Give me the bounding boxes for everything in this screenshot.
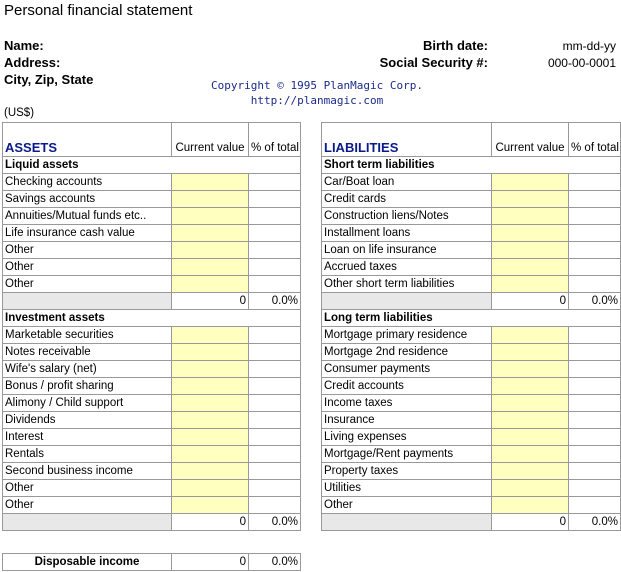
row-label: Installment loans xyxy=(322,225,492,242)
value-input[interactable] xyxy=(172,225,249,242)
value-input[interactable] xyxy=(492,225,569,242)
row-label: Other xyxy=(3,242,172,259)
value-input[interactable] xyxy=(172,395,249,412)
row-label: Utilities xyxy=(322,480,492,497)
pct-cell xyxy=(569,327,621,344)
row-label: Mortgage primary residence xyxy=(322,327,492,344)
table-row xyxy=(3,395,301,412)
row-label: Living expenses xyxy=(322,429,492,446)
value-input[interactable] xyxy=(492,191,569,208)
row-label: Construction liens/Notes xyxy=(322,208,492,225)
pct-cell xyxy=(249,361,301,378)
ssn-label: Social Security #: xyxy=(379,55,488,70)
section-title: Liquid assets xyxy=(3,157,301,174)
table-row xyxy=(3,259,301,276)
table-row xyxy=(3,412,301,429)
table-row xyxy=(3,429,301,446)
table-row xyxy=(3,208,301,225)
section-title: Short term liabilities xyxy=(322,157,621,174)
row-label: Loan on life insurance xyxy=(322,242,492,259)
table-row xyxy=(3,361,301,378)
ssn-value[interactable]: 000-00-0001 xyxy=(547,56,616,70)
value-input[interactable] xyxy=(492,480,569,497)
subtotal-row xyxy=(3,293,301,310)
pct-cell xyxy=(569,463,621,480)
value-input[interactable] xyxy=(492,259,569,276)
value-input[interactable] xyxy=(172,242,249,259)
website-link[interactable]: http://planmagic.com xyxy=(250,94,384,107)
value-input[interactable] xyxy=(492,378,569,395)
pct-cell xyxy=(249,429,301,446)
table-row xyxy=(3,344,301,361)
row-label: Accrued taxes xyxy=(322,259,492,276)
pct-cell xyxy=(569,174,621,191)
value-input[interactable] xyxy=(492,412,569,429)
copyright: Copyright © 1995 PlanMagic Corp. xyxy=(211,79,423,92)
table-row xyxy=(322,225,621,242)
table-row xyxy=(3,463,301,480)
pct-cell xyxy=(569,208,621,225)
subtotal-value: 0 xyxy=(492,293,569,310)
row-label: Mortgage/Rent payments xyxy=(322,446,492,463)
row-label: Dividends xyxy=(3,412,172,429)
pct-cell xyxy=(569,276,621,293)
value-input[interactable] xyxy=(492,174,569,191)
value-input[interactable] xyxy=(492,361,569,378)
pct-cell xyxy=(249,276,301,293)
row-label: Life insurance cash value xyxy=(3,225,172,242)
table-row xyxy=(322,480,621,497)
value-input[interactable] xyxy=(492,497,569,514)
value-input[interactable] xyxy=(492,276,569,293)
liabilities-table xyxy=(321,122,621,531)
table-row xyxy=(3,378,301,395)
subtotal-pct: 0.0% xyxy=(569,293,621,310)
value-input[interactable] xyxy=(172,259,249,276)
row-label: Other xyxy=(3,276,172,293)
value-input[interactable] xyxy=(492,446,569,463)
subtotal-pct: 0.0% xyxy=(249,514,301,531)
row-label: Credit cards xyxy=(322,191,492,208)
disposable-income-table xyxy=(2,553,301,571)
pct-cell xyxy=(249,480,301,497)
row-label: Other xyxy=(3,480,172,497)
subtotal-row xyxy=(322,293,621,310)
pct-cell xyxy=(249,412,301,429)
pct-cell xyxy=(249,497,301,514)
table-row xyxy=(322,242,621,259)
row-label: Other short term liabilities xyxy=(322,276,492,293)
disposable-income-pct: 0.0% xyxy=(249,554,301,571)
value-input[interactable] xyxy=(492,208,569,225)
table-row xyxy=(3,497,301,514)
pct-cell xyxy=(249,395,301,412)
table-row xyxy=(3,276,301,293)
pct-cell xyxy=(569,259,621,276)
page-title: Personal financial statement xyxy=(4,2,193,19)
row-label: Wife's salary (net) xyxy=(3,361,172,378)
pct-cell xyxy=(249,191,301,208)
value-input[interactable] xyxy=(492,463,569,480)
city-label: City, Zip, State xyxy=(4,72,94,87)
row-label: Other xyxy=(3,497,172,514)
value-input[interactable] xyxy=(492,242,569,259)
table-row xyxy=(322,395,621,412)
table-row xyxy=(322,446,621,463)
row-label: Interest xyxy=(3,429,172,446)
pct-cell xyxy=(249,344,301,361)
pct-cell xyxy=(569,446,621,463)
pct-cell xyxy=(569,191,621,208)
row-label: Rentals xyxy=(3,446,172,463)
pct-cell xyxy=(569,242,621,259)
pct-cell xyxy=(249,259,301,276)
pct-cell xyxy=(249,327,301,344)
section-title: Long term liabilities xyxy=(322,310,621,327)
value-input[interactable] xyxy=(172,429,249,446)
subtotal-value: 0 xyxy=(172,514,249,531)
table-row xyxy=(322,327,621,344)
table-row xyxy=(322,174,621,191)
value-input[interactable] xyxy=(172,463,249,480)
table-row xyxy=(322,191,621,208)
value-input[interactable] xyxy=(172,174,249,191)
value-input[interactable] xyxy=(172,276,249,293)
subtotal-label xyxy=(322,514,492,531)
row-label: Alimony / Child support xyxy=(3,395,172,412)
value-input[interactable] xyxy=(492,327,569,344)
row-label: Bonus / profit sharing xyxy=(3,378,172,395)
pct-cell xyxy=(249,463,301,480)
pct-cell xyxy=(569,497,621,514)
pct-cell xyxy=(249,208,301,225)
table-row xyxy=(322,361,621,378)
table-row xyxy=(322,344,621,361)
subtotal-pct: 0.0% xyxy=(569,514,621,531)
table-row xyxy=(322,276,621,293)
pct-total-header: % of total xyxy=(249,123,301,157)
pct-cell xyxy=(249,446,301,463)
liabilities-heading: LIABILITIES xyxy=(322,123,492,157)
pct-cell xyxy=(569,395,621,412)
value-input[interactable] xyxy=(172,327,249,344)
subtotal-label xyxy=(3,514,172,531)
value-input[interactable] xyxy=(172,344,249,361)
row-label: Savings accounts xyxy=(3,191,172,208)
current-value-header: Current value xyxy=(492,123,569,157)
row-label: Property taxes xyxy=(322,463,492,480)
row-label: Other xyxy=(3,259,172,276)
value-input[interactable] xyxy=(172,412,249,429)
table-row xyxy=(322,412,621,429)
current-value-header: Current value xyxy=(172,123,249,157)
subtotal-value: 0 xyxy=(172,293,249,310)
row-label: Consumer payments xyxy=(322,361,492,378)
name-label: Name: xyxy=(4,38,44,53)
value-input[interactable] xyxy=(492,344,569,361)
table-row xyxy=(322,259,621,276)
value-input[interactable] xyxy=(172,497,249,514)
disposable-income-value: 0 xyxy=(172,554,249,571)
value-input[interactable] xyxy=(172,480,249,497)
value-input[interactable] xyxy=(172,361,249,378)
address-label: Address: xyxy=(4,55,61,70)
table-row xyxy=(322,497,621,514)
subtotal-row xyxy=(3,514,301,531)
row-label: Income taxes xyxy=(322,395,492,412)
value-input[interactable] xyxy=(492,395,569,412)
row-label: Checking accounts xyxy=(3,174,172,191)
birth-date-value[interactable]: mm-dd-yy xyxy=(562,39,616,53)
subtotal-value: 0 xyxy=(492,514,569,531)
subtotal-pct: 0.0% xyxy=(249,293,301,310)
row-label: Notes receivable xyxy=(3,344,172,361)
row-label: Second business income xyxy=(3,463,172,480)
value-input[interactable] xyxy=(172,191,249,208)
table-row xyxy=(3,480,301,497)
currency-label: (US$) xyxy=(4,107,35,119)
table-row xyxy=(3,446,301,463)
table-row xyxy=(3,242,301,259)
table-row xyxy=(322,378,621,395)
row-label: Insurance xyxy=(322,412,492,429)
pct-cell xyxy=(569,361,621,378)
value-input[interactable] xyxy=(172,446,249,463)
row-label: Mortgage 2nd residence xyxy=(322,344,492,361)
row-label: Other xyxy=(322,497,492,514)
row-label: Marketable securities xyxy=(3,327,172,344)
value-input[interactable] xyxy=(492,429,569,446)
value-input[interactable] xyxy=(172,208,249,225)
pct-cell xyxy=(569,378,621,395)
table-row xyxy=(3,225,301,242)
birth-date-label: Birth date: xyxy=(423,38,488,53)
assets-heading: ASSETS xyxy=(3,123,172,157)
pct-cell xyxy=(249,378,301,395)
subtotal-label xyxy=(322,293,492,310)
subtotal-label xyxy=(3,293,172,310)
row-label: Car/Boat loan xyxy=(322,174,492,191)
pct-total-header: % of total xyxy=(569,123,621,157)
value-input[interactable] xyxy=(172,378,249,395)
pct-cell xyxy=(249,174,301,191)
pct-cell xyxy=(569,480,621,497)
pct-cell xyxy=(569,225,621,242)
row-label: Credit accounts xyxy=(322,378,492,395)
table-row xyxy=(322,208,621,225)
table-row xyxy=(322,429,621,446)
pct-cell xyxy=(569,344,621,361)
table-row xyxy=(322,463,621,480)
disposable-income-label: Disposable income xyxy=(3,554,172,571)
table-row xyxy=(3,327,301,344)
pct-cell xyxy=(569,429,621,446)
pct-cell xyxy=(569,412,621,429)
section-title: Investment assets xyxy=(3,310,301,327)
row-label: Annuities/Mutual funds etc.. xyxy=(3,208,172,225)
table-row xyxy=(3,191,301,208)
pct-cell xyxy=(249,242,301,259)
assets-table xyxy=(2,122,301,531)
subtotal-row xyxy=(322,514,621,531)
pct-cell xyxy=(249,225,301,242)
table-row xyxy=(3,174,301,191)
